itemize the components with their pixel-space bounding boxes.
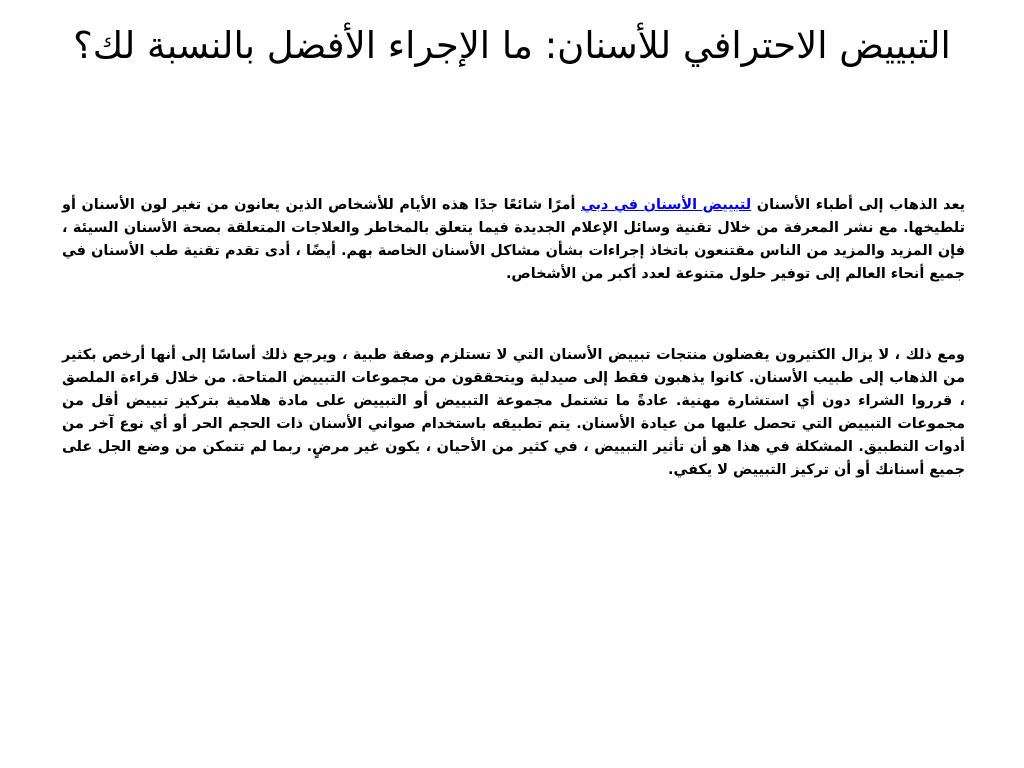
slide-title: التبييض الاحترافي للأسنان: ما الإجراء الأفضل بالنسبة لك؟ xyxy=(73,24,951,67)
teeth-whitening-dubai-link[interactable]: لتبييض الأسنان في دبي xyxy=(581,197,752,213)
paragraph-1-text-before-link: يعد الذهاب إلى أطباء الأسنان xyxy=(751,197,965,213)
body-paragraph-1 xyxy=(62,194,965,286)
body-paragraph-2: ومع ذلك ، لا يزال الكثيرون يفضلون منتجات تبييض الأسنان التي لا تستلزم وصفة طبية ، ويرجع ذلك أساسًا إلى أنها أرخص بكثير من الذهاب إلى طبيب الأسنان. كانوا يذهبون فقط إلى صيدلية ويتحققون من مجموعات التبييض المتاحة. من خلال قراءة الملصق ، قرروا الشراء دون أي استشارة مهنية. عادةً ما تشتمل مجموعة التبييض أو التبييض على مادة هلامية بتركيز تبييض أقل من مجموعات التبييض التي تحصل عليها من عيادة الأسنان. يتم تطبيقه باستخدام صواني الأسنان ذات الحجم الحر أو أي نوع آخر من أدوات التطبيق. المشكلة في هذا هو أن تأثير التبييض ، في كثير من الأحيان ، يكون غير مرضٍ. ربما لم تتمكن من وضع الجل على جميع أسنانك أو أن تركيز التبييض لا يكفي. xyxy=(62,347,965,478)
paragraph-1-text-after-link: أمرًا شائعًا جدًا هذه الأيام للأشخاص الذين يعانون من تغير لون الأسنان أو تلطيخها. مع نشر المعرفة من خلال تقنية وسائل الإعلام الجديدة فيما يتعلق بالمخاطر والعلاجات المتعلقة بصحة الأسنان السيئة ، فإن المزيد والمزيد من الناس مقتنعون باتخاذ إجراءات بشأن مشاكل الأسنان الخاصة بهم. أيضًا ، أدى تقدم تقنية طب الأسنان في جميع أنحاء العالم إلى توفير حلول متنوعة لعدد أكبر من الأشخاص. xyxy=(62,197,965,282)
